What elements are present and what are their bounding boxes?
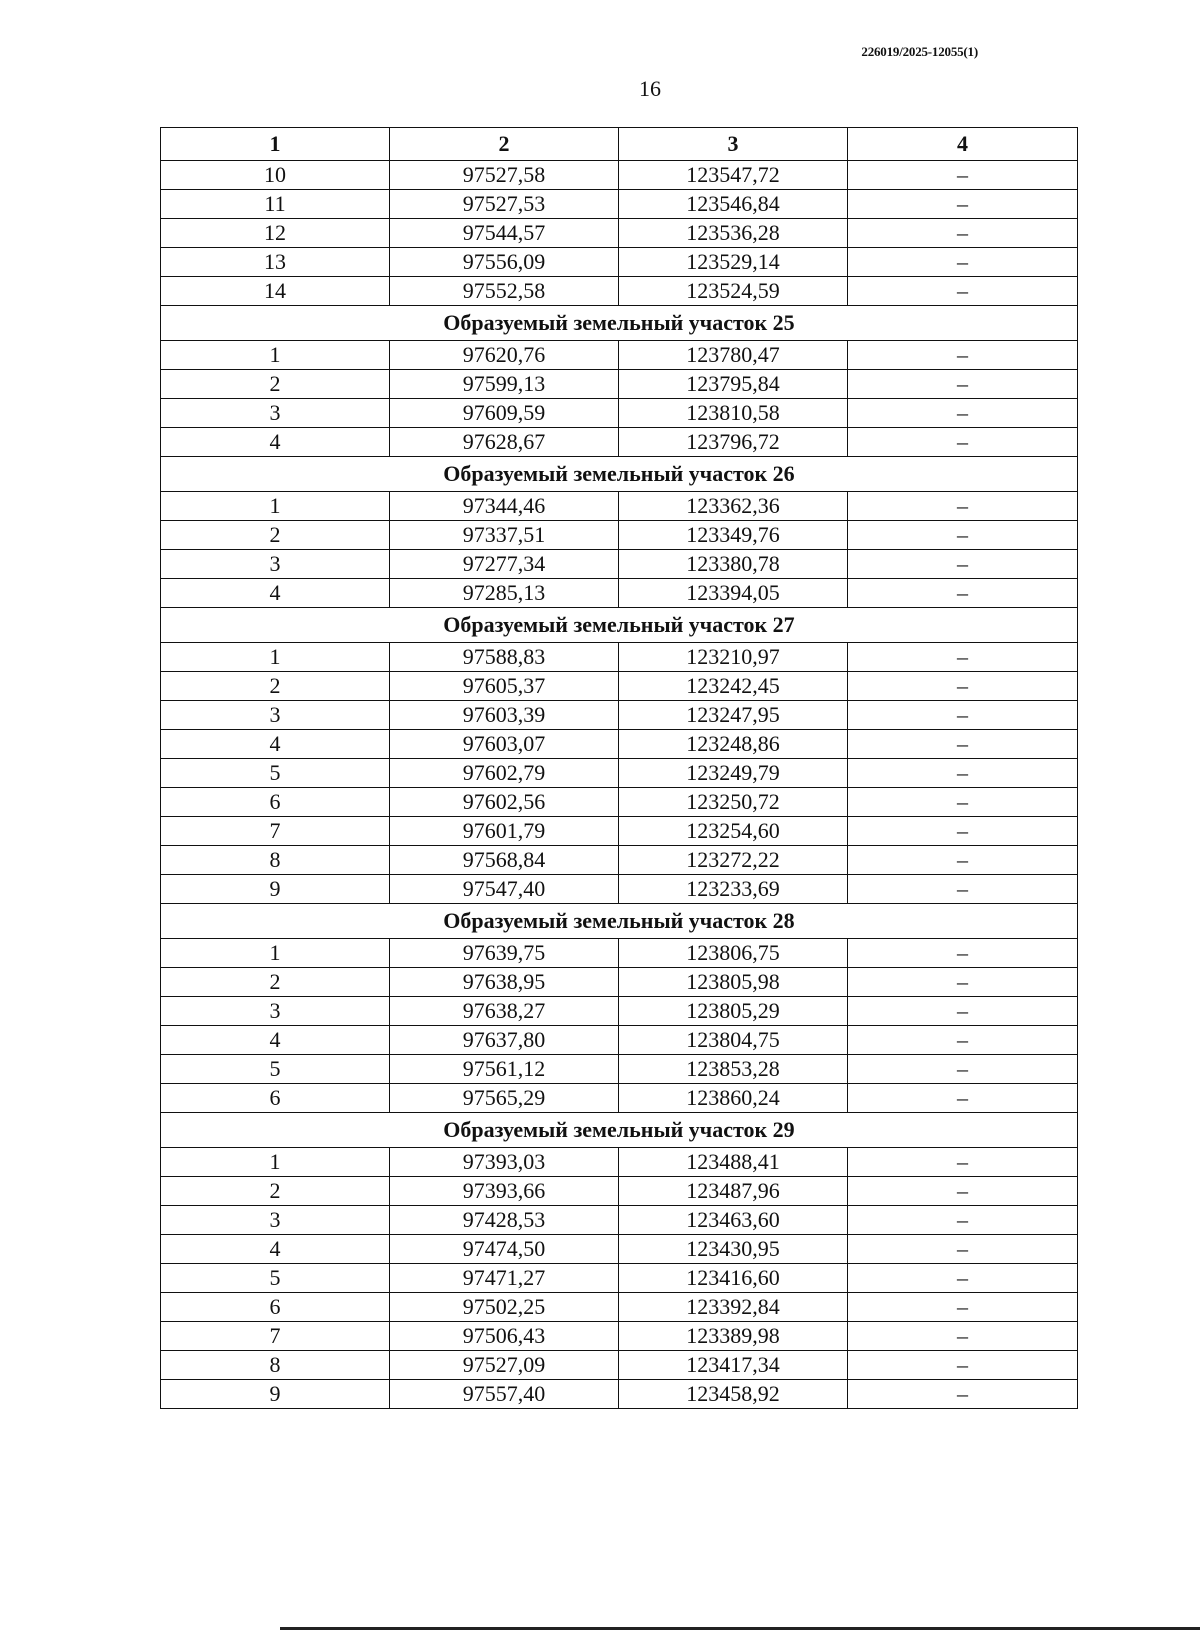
coordinate-y-cell: 123546,84 [619, 190, 848, 219]
coordinate-y-cell: 123430,95 [619, 1235, 848, 1264]
coordinate-x-cell: 97544,57 [390, 219, 619, 248]
point-number-cell: 1 [161, 341, 390, 370]
table-row [161, 968, 1078, 997]
note-cell: – [848, 672, 1078, 701]
note-cell: – [848, 1293, 1078, 1322]
note-cell: – [848, 1235, 1078, 1264]
table-row [161, 846, 1078, 875]
point-number-cell: 1 [161, 492, 390, 521]
table-row [161, 550, 1078, 579]
note-cell: – [848, 579, 1078, 608]
coordinate-x-cell: 97561,12 [390, 1055, 619, 1084]
note-cell: – [848, 1206, 1078, 1235]
note-cell: – [848, 701, 1078, 730]
coordinate-x-cell: 97602,56 [390, 788, 619, 817]
coordinate-x-cell: 97639,75 [390, 939, 619, 968]
coordinate-y-cell: 123780,47 [619, 341, 848, 370]
coordinate-y-cell: 123362,36 [619, 492, 848, 521]
coordinate-y-cell: 123810,58 [619, 399, 848, 428]
table-row [161, 399, 1078, 428]
coordinate-y-cell: 123805,98 [619, 968, 848, 997]
coordinate-y-cell: 123233,69 [619, 875, 848, 904]
note-cell: – [848, 1026, 1078, 1055]
note-cell: – [848, 1177, 1078, 1206]
coordinate-y-cell: 123458,92 [619, 1380, 848, 1409]
coordinate-y-cell: 123853,28 [619, 1055, 848, 1084]
coordinate-y-cell: 123806,75 [619, 939, 848, 968]
coordinate-x-cell: 97393,66 [390, 1177, 619, 1206]
note-cell: – [848, 730, 1078, 759]
coordinate-y-cell: 123210,97 [619, 643, 848, 672]
table-row [161, 579, 1078, 608]
note-cell: – [848, 1264, 1078, 1293]
table-row [161, 1026, 1078, 1055]
column-header-3: 3 [619, 128, 848, 161]
note-cell: – [848, 759, 1078, 788]
table-row [161, 1177, 1078, 1206]
section-title: Образуемый земельный участок 26 [161, 457, 1078, 492]
coordinate-y-cell: 123247,95 [619, 701, 848, 730]
coordinate-x-cell: 97556,09 [390, 248, 619, 277]
coordinate-x-cell: 97603,39 [390, 701, 619, 730]
note-cell: – [848, 788, 1078, 817]
coordinate-y-cell: 123463,60 [619, 1206, 848, 1235]
section-title: Образуемый земельный участок 28 [161, 904, 1078, 939]
coordinate-y-cell: 123250,72 [619, 788, 848, 817]
coordinate-x-cell: 97344,46 [390, 492, 619, 521]
coordinate-x-cell: 97474,50 [390, 1235, 619, 1264]
column-header-4: 4 [848, 128, 1078, 161]
point-number-cell: 1 [161, 643, 390, 672]
note-cell: – [848, 1148, 1078, 1177]
page-number: 16 [639, 76, 661, 101]
coordinate-y-cell: 123272,22 [619, 846, 848, 875]
coordinate-x-cell: 97602,79 [390, 759, 619, 788]
section-header-row [161, 1113, 1078, 1148]
coordinate-x-cell: 97568,84 [390, 846, 619, 875]
coordinate-y-cell: 123524,59 [619, 277, 848, 306]
table-row [161, 939, 1078, 968]
point-number-cell: 13 [161, 248, 390, 277]
section-header-row [161, 306, 1078, 341]
section-header-row [161, 608, 1078, 643]
table-row [161, 875, 1078, 904]
coordinate-y-cell: 123529,14 [619, 248, 848, 277]
coordinate-y-cell: 123242,45 [619, 672, 848, 701]
coordinates-table [160, 127, 1078, 1409]
point-number-cell: 7 [161, 817, 390, 846]
table-row [161, 190, 1078, 219]
note-cell: – [848, 1084, 1078, 1113]
coordinate-x-cell: 97527,58 [390, 161, 619, 190]
coordinate-x-cell: 97637,80 [390, 1026, 619, 1055]
note-cell: – [848, 1380, 1078, 1409]
table-row [161, 701, 1078, 730]
table-row [161, 1322, 1078, 1351]
section-title: Образуемый земельный участок 27 [161, 608, 1078, 643]
coordinate-y-cell: 123805,29 [619, 997, 848, 1026]
coordinate-x-cell: 97588,83 [390, 643, 619, 672]
point-number-cell: 8 [161, 846, 390, 875]
section-title: Образуемый земельный участок 25 [161, 306, 1078, 341]
note-cell: – [848, 370, 1078, 399]
table-row [161, 492, 1078, 521]
section-header-row [161, 457, 1078, 492]
point-number-cell: 10 [161, 161, 390, 190]
coordinate-x-cell: 97393,03 [390, 1148, 619, 1177]
point-number-cell: 3 [161, 701, 390, 730]
coordinate-x-cell: 97557,40 [390, 1380, 619, 1409]
coordinate-x-cell: 97527,53 [390, 190, 619, 219]
table-row [161, 1148, 1078, 1177]
column-header-2: 2 [390, 128, 619, 161]
point-number-cell: 14 [161, 277, 390, 306]
note-cell: – [848, 1322, 1078, 1351]
coordinate-x-cell: 97603,07 [390, 730, 619, 759]
table-row [161, 248, 1078, 277]
point-number-cell: 3 [161, 1206, 390, 1235]
point-number-cell: 6 [161, 788, 390, 817]
section-header-row [161, 904, 1078, 939]
point-number-cell: 9 [161, 1380, 390, 1409]
document-number: 226019/2025-12055(1) [861, 44, 978, 59]
table-row [161, 1055, 1078, 1084]
point-number-cell: 3 [161, 550, 390, 579]
table-row [161, 1206, 1078, 1235]
coordinate-x-cell: 97428,53 [390, 1206, 619, 1235]
point-number-cell: 11 [161, 190, 390, 219]
note-cell: – [848, 1055, 1078, 1084]
point-number-cell: 3 [161, 399, 390, 428]
coordinate-x-cell: 97609,59 [390, 399, 619, 428]
coordinate-y-cell: 123547,72 [619, 161, 848, 190]
coordinate-x-cell: 97506,43 [390, 1322, 619, 1351]
coordinate-x-cell: 97628,67 [390, 428, 619, 457]
coordinate-x-cell: 97638,95 [390, 968, 619, 997]
coordinate-x-cell: 97277,34 [390, 550, 619, 579]
coordinate-y-cell: 123249,79 [619, 759, 848, 788]
coordinate-x-cell: 97285,13 [390, 579, 619, 608]
coordinate-y-cell: 123248,86 [619, 730, 848, 759]
note-cell: – [848, 846, 1078, 875]
point-number-cell: 4 [161, 730, 390, 759]
coordinate-x-cell: 97620,76 [390, 341, 619, 370]
point-number-cell: 2 [161, 370, 390, 399]
table-row [161, 1380, 1078, 1409]
coordinate-x-cell: 97565,29 [390, 1084, 619, 1113]
table-row [161, 817, 1078, 846]
coordinate-x-cell: 97471,27 [390, 1264, 619, 1293]
point-number-cell: 5 [161, 759, 390, 788]
table-row [161, 997, 1078, 1026]
note-cell: – [848, 1351, 1078, 1380]
note-cell: – [848, 399, 1078, 428]
table-row [161, 643, 1078, 672]
point-number-cell: 4 [161, 579, 390, 608]
note-cell: – [848, 492, 1078, 521]
table-row [161, 788, 1078, 817]
note-cell: – [848, 643, 1078, 672]
coordinate-y-cell: 123389,98 [619, 1322, 848, 1351]
note-cell: – [848, 997, 1078, 1026]
coordinate-y-cell: 123488,41 [619, 1148, 848, 1177]
point-number-cell: 5 [161, 1264, 390, 1293]
coordinate-x-cell: 97547,40 [390, 875, 619, 904]
table-row [161, 1084, 1078, 1113]
table-row [161, 1293, 1078, 1322]
coordinate-y-cell: 123417,34 [619, 1351, 848, 1380]
coordinate-y-cell: 123349,76 [619, 521, 848, 550]
coordinate-y-cell: 123487,96 [619, 1177, 848, 1206]
point-number-cell: 4 [161, 1026, 390, 1055]
table-row [161, 730, 1078, 759]
point-number-cell: 6 [161, 1293, 390, 1322]
point-number-cell: 12 [161, 219, 390, 248]
note-cell: – [848, 968, 1078, 997]
table-row [161, 1351, 1078, 1380]
note-cell: – [848, 277, 1078, 306]
table-row [161, 219, 1078, 248]
table-row [161, 161, 1078, 190]
point-number-cell: 2 [161, 672, 390, 701]
point-number-cell: 9 [161, 875, 390, 904]
coordinate-x-cell: 97552,58 [390, 277, 619, 306]
coordinate-y-cell: 123394,05 [619, 579, 848, 608]
coordinate-y-cell: 123536,28 [619, 219, 848, 248]
table-row [161, 370, 1078, 399]
note-cell: – [848, 817, 1078, 846]
note-cell: – [848, 219, 1078, 248]
table-header [161, 128, 1078, 161]
table-row [161, 1264, 1078, 1293]
coordinate-x-cell: 97599,13 [390, 370, 619, 399]
table-row [161, 759, 1078, 788]
note-cell: – [848, 939, 1078, 968]
table-row [161, 672, 1078, 701]
table-body [161, 161, 1078, 1409]
point-number-cell: 8 [161, 1351, 390, 1380]
table-row [161, 1235, 1078, 1264]
point-number-cell: 7 [161, 1322, 390, 1351]
note-cell: – [848, 161, 1078, 190]
point-number-cell: 1 [161, 939, 390, 968]
coordinate-y-cell: 123804,75 [619, 1026, 848, 1055]
point-number-cell: 2 [161, 968, 390, 997]
point-number-cell: 2 [161, 1177, 390, 1206]
note-cell: – [848, 248, 1078, 277]
table-row [161, 428, 1078, 457]
table-row [161, 521, 1078, 550]
point-number-cell: 4 [161, 428, 390, 457]
point-number-cell: 6 [161, 1084, 390, 1113]
coordinate-x-cell: 97527,09 [390, 1351, 619, 1380]
point-number-cell: 3 [161, 997, 390, 1026]
coordinate-y-cell: 123860,24 [619, 1084, 848, 1113]
coordinate-x-cell: 97605,37 [390, 672, 619, 701]
note-cell: – [848, 875, 1078, 904]
coordinate-y-cell: 123380,78 [619, 550, 848, 579]
coordinate-x-cell: 97502,25 [390, 1293, 619, 1322]
coordinate-y-cell: 123392,84 [619, 1293, 848, 1322]
coordinate-y-cell: 123795,84 [619, 370, 848, 399]
point-number-cell: 4 [161, 1235, 390, 1264]
coordinate-x-cell: 97601,79 [390, 817, 619, 846]
coordinate-y-cell: 123254,60 [619, 817, 848, 846]
section-title: Образуемый земельный участок 29 [161, 1113, 1078, 1148]
coordinate-x-cell: 97638,27 [390, 997, 619, 1026]
note-cell: – [848, 341, 1078, 370]
coordinate-y-cell: 123796,72 [619, 428, 848, 457]
note-cell: – [848, 428, 1078, 457]
note-cell: – [848, 521, 1078, 550]
coordinate-y-cell: 123416,60 [619, 1264, 848, 1293]
coordinate-x-cell: 97337,51 [390, 521, 619, 550]
table-row [161, 341, 1078, 370]
point-number-cell: 1 [161, 1148, 390, 1177]
note-cell: – [848, 190, 1078, 219]
table-row [161, 277, 1078, 306]
table-header-row [161, 128, 1078, 161]
column-header-1: 1 [161, 128, 390, 161]
point-number-cell: 5 [161, 1055, 390, 1084]
point-number-cell: 2 [161, 521, 390, 550]
note-cell: – [848, 550, 1078, 579]
